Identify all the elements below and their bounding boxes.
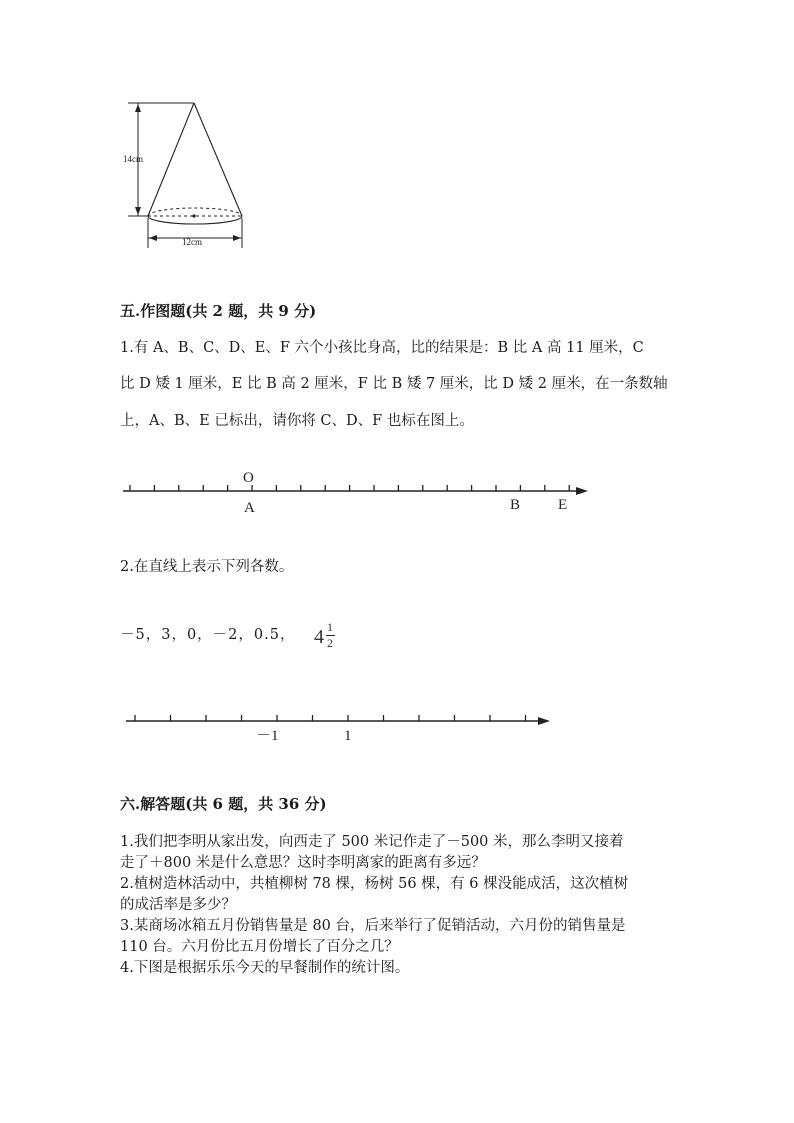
point-label-e: E — [558, 497, 568, 513]
cone-left-side — [148, 103, 194, 216]
number-line-2-arrow — [538, 717, 550, 725]
mixed-number-numerator: 1 — [327, 620, 333, 634]
number-line-1 — [118, 466, 598, 518]
label-pos-1: 1 — [344, 728, 352, 744]
section5-heading: 五.作图题(共 2 题，共 9 分) — [120, 302, 317, 320]
section6-line-5: 3.某商场冰箱五月份销售量是 80 台，后来举行了促销活动，六月份的销售量是 — [120, 918, 626, 934]
q2-text: 2.在直线上表示下列各数。 — [120, 559, 294, 575]
point-label-a: A — [244, 500, 255, 516]
section6-line-2: 走了＋800 米是什么意思？这时李明离家的距离有多远？ — [120, 855, 486, 871]
cone-right-side — [194, 103, 242, 216]
height-arrow-bottom — [135, 207, 141, 215]
section6-line-7: 4.下图是根据乐乐今天的早餐制作的统计图。 — [120, 960, 410, 976]
q1-line-2: 比 D 矮 1 厘米，E 比 B 高 2 厘米，F 比 B 矮 7 厘米，比 D 矮 2 厘米，在一条数轴 — [120, 376, 668, 392]
base-center-dot — [192, 214, 195, 217]
numbers-list: －5，3，0，－2，0.5， — [120, 627, 296, 643]
mixed-number-whole: 4 — [314, 626, 324, 648]
height-arrow-top — [135, 104, 141, 112]
cone-figure — [120, 96, 260, 256]
number-line-1-ticks — [130, 485, 569, 491]
q1-line-1: 1.有 A、B、C、D、E、F 六个小孩比身高，比的结果是：B 比 A 高 11 厘米，C — [120, 340, 644, 356]
origin-label: O — [243, 470, 254, 486]
number-line-1-arrow — [576, 487, 588, 495]
point-label-b: B — [510, 497, 521, 513]
diameter-arrow-right — [233, 235, 241, 241]
diameter-label: 12cm — [182, 237, 202, 247]
section6-line-4: 的成活率是多少？ — [120, 897, 236, 913]
section6-line-1: 1.我们把李明从家出发，向西走了 500 米记作走了－500 米，那么李明又接着 — [120, 834, 624, 850]
mixed-number — [314, 620, 344, 656]
q1-line-3: 上，A、B、E 已标出，请你将 C、D、F 也标在图上。 — [120, 413, 474, 429]
number-line-2-ticks — [135, 715, 526, 721]
section6-heading: 六.解答题(共 6 题，共 36 分) — [120, 795, 327, 813]
height-label: 14cm — [123, 154, 143, 164]
section6-line-3: 2.植树造林活动中，共植柳树 78 棵，杨树 56 棵，有 6 棵没能成活，这次植树 — [120, 876, 629, 892]
number-line-2 — [122, 708, 562, 748]
section6-line-6: 110 台。六月份比五月份增长了百分之几？ — [120, 939, 399, 955]
diameter-arrow-left — [149, 235, 157, 241]
mixed-number-denominator: 2 — [327, 636, 333, 650]
label-neg-1: －1 — [256, 728, 279, 744]
